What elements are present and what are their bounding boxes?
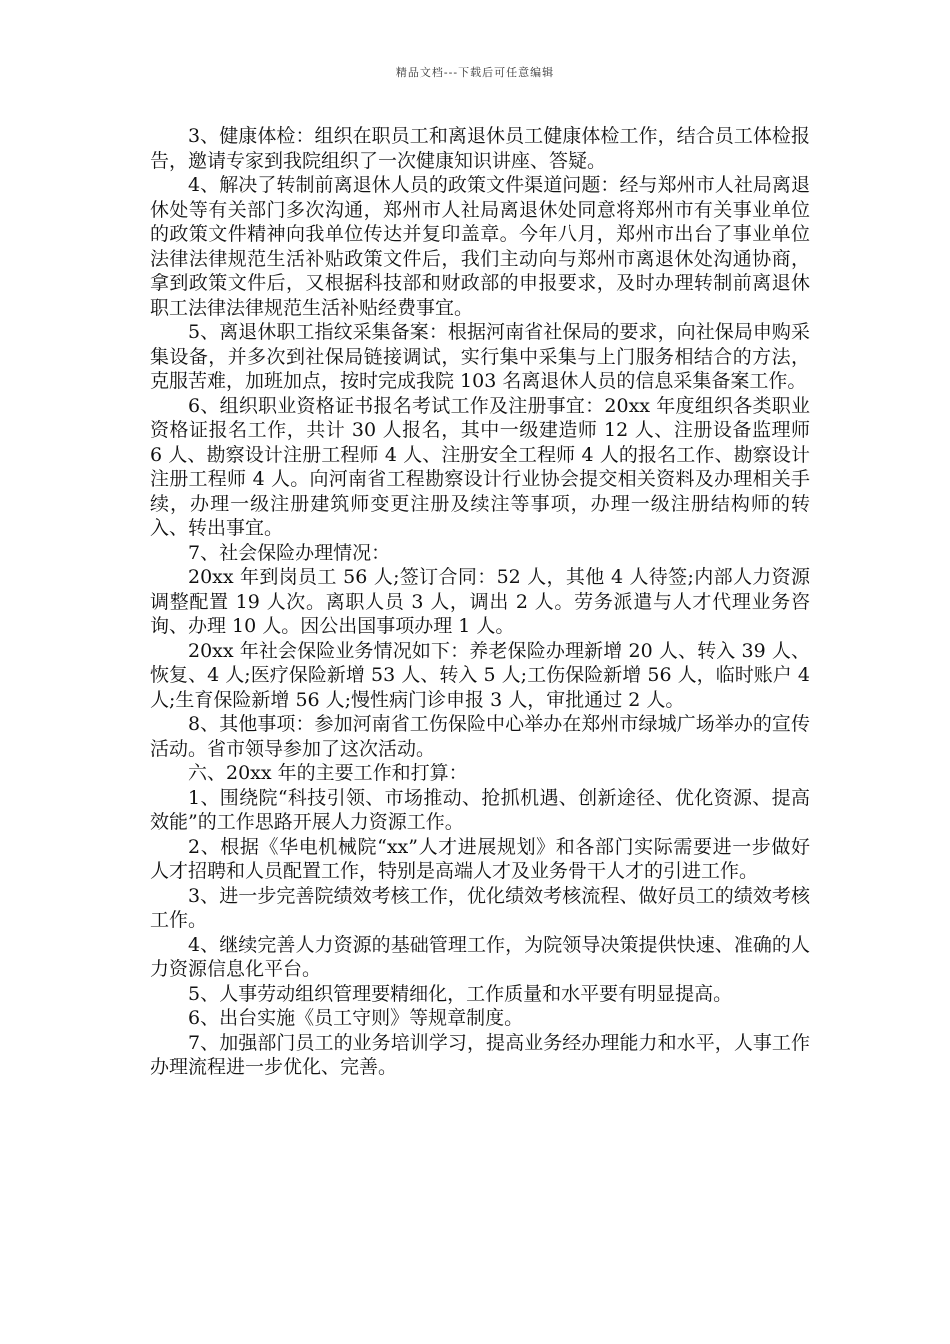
plan-item-1: 1、围绕院“科技引领、市场推动、抢抓机遇、创新途径、优化资源、提高效能”的工作思路开展人力资源工作。	[150, 786, 810, 833]
paragraph-qualification-exams: 6、组织职业资格证书报名考试工作及注册事宜：20xx 年度组织各类职业资格证报名工作，共计 30 人报名，其中一级建造师 12 人、注册设备监理师 6 人、勘察设计注册工程师 4 人、注册安全工程师 4 人的报名工作、勘察设计注册工程师 4 人。向河南省工程勘察设计行业协会提交相关资料及办理相关手续，办理一级注册建筑师变更注册及续注等事项，办理一级注册结构师的转入、转出事宜。	[150, 394, 810, 539]
plan-item-5: 5、人事劳动组织管理要精细化，工作质量和水平要有明显提高。	[188, 982, 733, 1005]
plan-item-3: 3、进一步完善院绩效考核工作，优化绩效考核流程、做好员工的绩效考核工作。	[150, 884, 810, 931]
paragraph-social-insurance-heading: 7、社会保险办理情况：	[188, 541, 391, 564]
paragraph-staffing-stats: 20xx 年到岗员工 56 人;签订合同：52 人，其他 4 人待签;内部人力资源调整配置 19 人次。离职人员 3 人，调出 2 人。劳务派遣与人才代理业务咨询、办理 10 人。因公出国事项办理 1 人。	[150, 566, 810, 637]
plan-item-2: 2、根据《华电机械院“xx”人才进展规划》和各部门实际需要进一步做好人才招聘和人员配置工作，特别是高端人才及业务骨干人才的引进工作。	[150, 835, 810, 882]
paragraph-other-matters: 8、其他事项：参加河南省工伤保险中心举办在郑州市绿城广场举办的宣传活动。省市领导参加了这次活动。	[150, 713, 810, 760]
section-heading-plans: 六、20xx 年的主要工作和打算：	[188, 762, 468, 784]
paragraph-policy-documents: 4、解决了转制前离退休人员的政策文件渠道问题：经与郑州市人社局离退休处等有关部门多次沟通，郑州市人社局离退休处同意将郑州市有关事业单位的政策文件精神向我单位传达并复印盖章。今年八月，郑州市出台了事业单位法律法律规范生活补贴政策文件后，我们主动向与郑州市离退休处沟通协商，拿到政策文件后，又根据科技部和财政部的申报要求，及时办理转制前离退休职工法律法律规范生活补贴经费事宜。	[150, 174, 810, 319]
plan-item-4: 4、继续完善人力资源的基础管理工作，为院领导决策提供快速、准确的人力资源信息化平台。	[150, 933, 810, 980]
paragraph-insurance-stats: 20xx 年社会保险业务情况如下：养老保险办理新增 20 人、转入 39 人、恢复、4 人;医疗保险新增 53 人、转入 5 人;工伤保险新增 56 人，临时账户 4 人;生育保险新增 56 人;慢性病门诊申报 3 人，审批通过 2 人。	[150, 639, 810, 711]
document-body	[150, 124, 810, 1080]
page-header: 精品文档---下载后可任意编辑	[395, 66, 555, 79]
plan-item-7: 7、加强部门员工的业务培训学习，提高业务经办理能力和水平，人事工作办理流程进一步优化、完善。	[150, 1031, 810, 1078]
plan-item-6: 6、出台实施《员工守则》等规章制度。	[188, 1007, 524, 1029]
paragraph-fingerprint-collection: 5、离退休职工指纹采集备案：根据河南省社保局的要求，向社保局申购采集设备，并多次到社保局链接调试，实行集中采集与上门服务相结合的方法，克服苦难，加班加点，按时完成我院 103 名离退休人员的信息采集备案工作。	[150, 321, 810, 392]
paragraph-health-check: 3、健康体检：组织在职员工和离退休员工健康体检工作，结合员工体检报告，邀请专家到我院组织了一次健康知识讲座、答疑。	[150, 125, 810, 172]
